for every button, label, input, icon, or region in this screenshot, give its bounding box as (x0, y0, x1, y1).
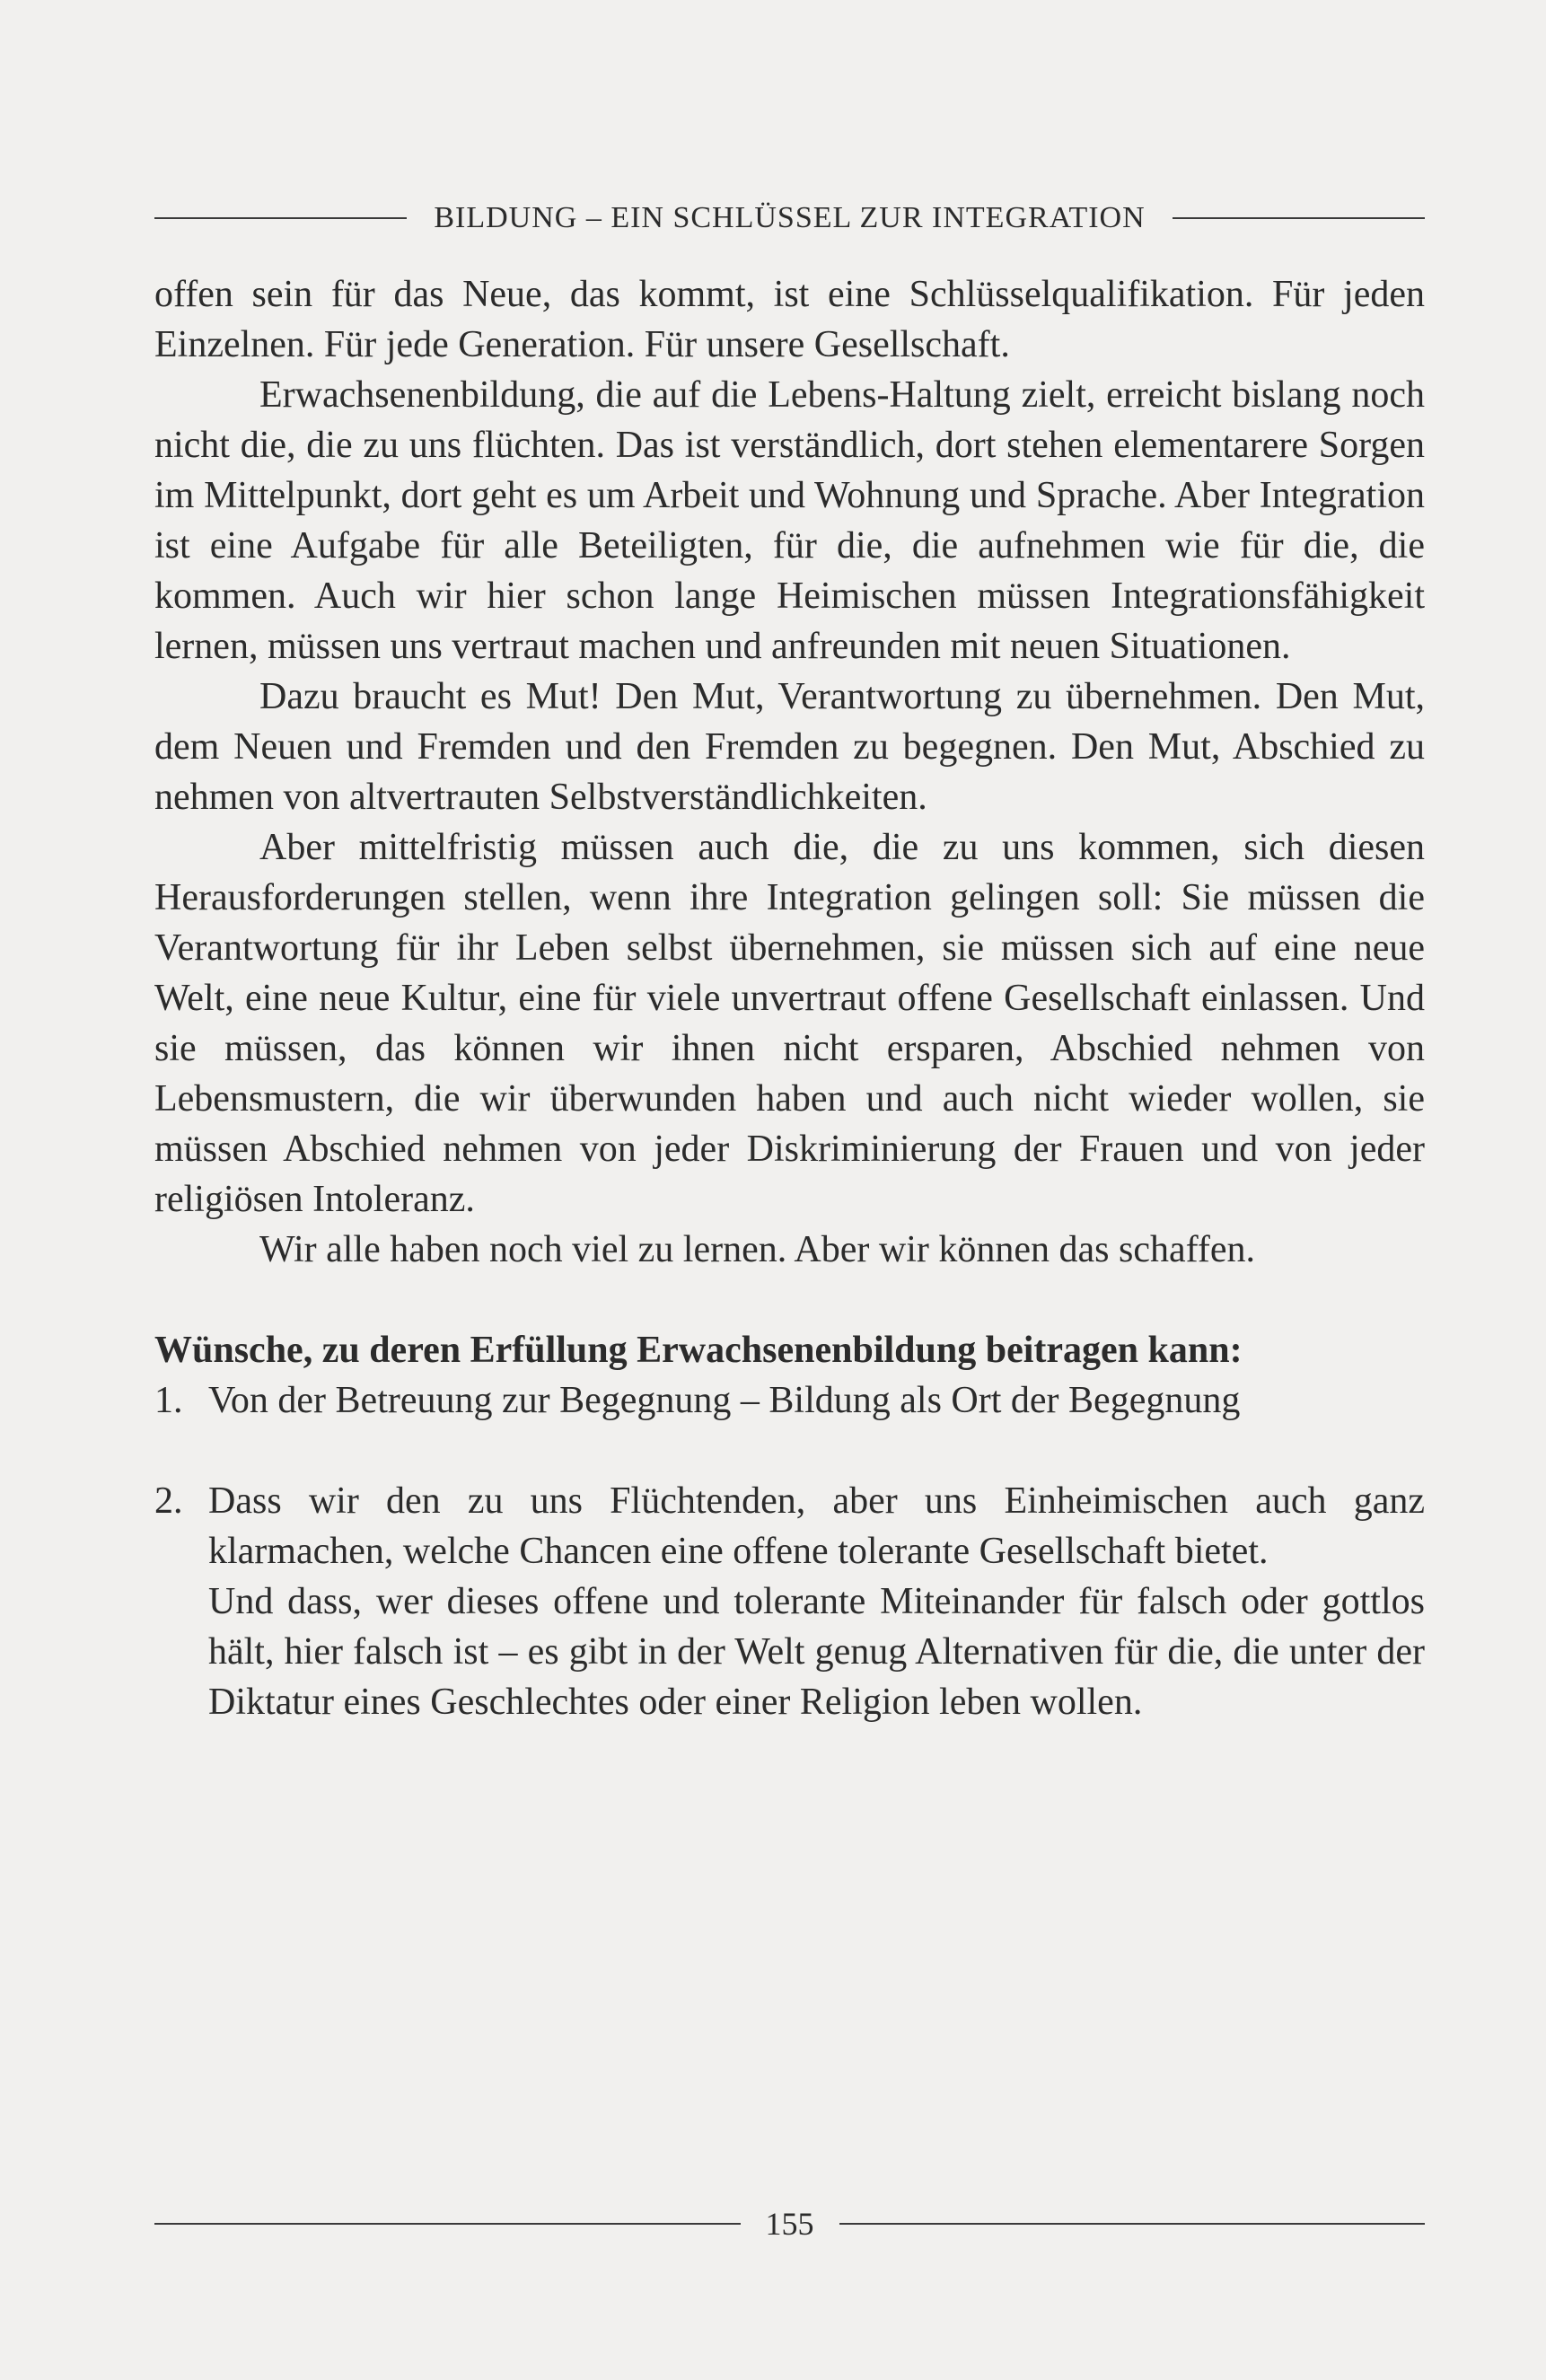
list-item-text: Dass wir den zu uns Flüchtenden, aber uns Einheimischen auch ganz klarmachen, welche Chancen eine offene tolerante Gesellschaft bietet. (208, 1480, 1425, 1572)
list-item-number: 1. (154, 1380, 183, 1421)
running-header (154, 196, 1425, 241)
main-text (154, 269, 1425, 1727)
list-item-body (208, 1476, 1425, 1727)
footer-rule-right (839, 2223, 1426, 2225)
footer-rule-left (154, 2223, 741, 2225)
list-item (154, 1476, 1425, 1727)
paragraph-4: Aber mittelfristig müssen auch die, die zu uns kommen, sich diesen Herausforderungen stellen, wenn ihre Integration gelingen soll: Sie müssen die Verantwortung für ihr Leben selbst übernehmen, sie müssen sich auf eine neue Welt, eine neue Kultur, eine für viele unvertraut offene Gesellschaft einlassen. Und sie müssen, das können wir ihnen nicht ersparen, Abschied nehmen von Lebensmustern, die wir überwunden haben und auch nicht wieder wollen, sie müssen Abschied nehmen von jeder Diskriminierung der Frauen und von jeder religiösen Intoleranz. (154, 827, 1425, 1220)
section-heading: Wünsche, zu deren Erfüllung Erwachsenenbildung beitragen kann: (154, 1330, 1243, 1371)
paragraph-3: Dazu braucht es Mut! Den Mut, Verantwortung zu übernehmen. Den Mut, dem Neuen und Fremden und den Fremden zu begegnen. Den Mut, Abschied zu nehmen von altvertrauten Selbstverständlichkeiten. (154, 676, 1425, 818)
page-footer (154, 2201, 1425, 2246)
header-rule-right (1173, 217, 1425, 219)
paragraph-5: Wir alle haben noch viel zu lernen. Aber wir können das schaffen. (259, 1229, 1255, 1270)
list-item-continuation: Und dass, wer dieses offene und tolerante Miteinander für falsch oder gottlos hält, hier falsch ist – es gibt in der Welt genug Alternativen für die, die unter der Diktatur eines Geschlechtes oder einer Religion leben wollen. (208, 1581, 1425, 1723)
header-rule-left (154, 217, 407, 219)
running-title: BILDUNG – EIN SCHLÜSSEL ZUR INTEGRATION (434, 201, 1146, 234)
paragraph-2: Erwachsenenbildung, die auf die Lebens-Haltung zielt, erreicht bislang noch nicht die, die zu uns flüchten. Das ist verständlich, dort stehen elementarere Sorgen im Mittelpunkt, dort geht es um Arbeit und Wohnung und Sprache. Aber Integration ist eine Aufgabe für alle Beteiligten, für die, die aufnehmen wie für die, die kommen. Auch wir hier schon lange Heimischen müssen Integrationsfähigkeit lernen, müssen uns vertraut machen und anfreunden mit neuen Situationen. (154, 374, 1425, 667)
wish-list (154, 1375, 1425, 1727)
list-item-text: Von der Betreuung zur Begegnung – Bildung als Ort der Begegnung (208, 1380, 1241, 1421)
page-number: 155 (765, 2206, 814, 2242)
paragraph-1: offen sein für das Neue, das kommt, ist eine Schlüsselqualifikation. Für jeden Einzelnen. Für jede Generation. Für unsere Gesellschaft. (154, 274, 1425, 365)
list-item-number: 2. (154, 1480, 183, 1522)
list-item-body (208, 1375, 1425, 1426)
list-item (154, 1375, 1425, 1426)
